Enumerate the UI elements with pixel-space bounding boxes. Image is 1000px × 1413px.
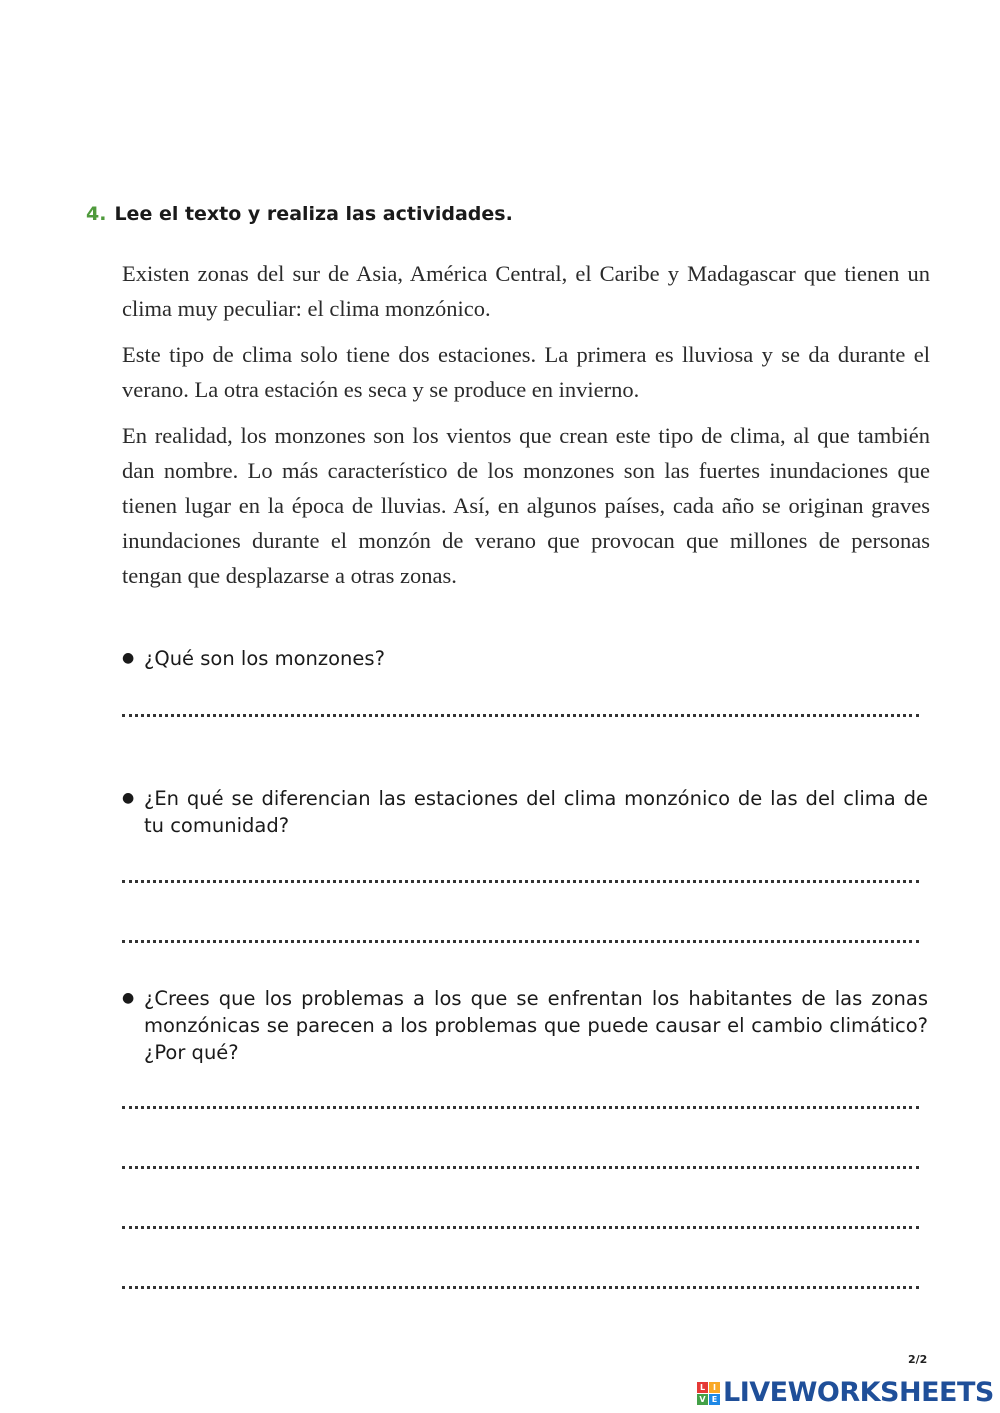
exercise-heading — [86, 203, 513, 225]
question-3 — [122, 985, 928, 1066]
question-2 — [122, 785, 928, 839]
answer-line-q3-2[interactable] — [122, 1166, 919, 1169]
logo-mark-letter: I — [709, 1382, 720, 1393]
bullet-icon: ● — [122, 990, 135, 1006]
brand-name: LIVEWORKSHEETS — [723, 1377, 994, 1408]
answer-line-q2-1[interactable] — [122, 880, 919, 883]
question-text: ¿Qué son los monzones? — [144, 647, 385, 670]
answer-line-q3-4[interactable] — [122, 1286, 919, 1289]
liveworksheets-logo[interactable] — [697, 1376, 994, 1410]
question-text: ¿En qué se diferencian las estaciones del clima monzónico de las del clima de tu comunidad? — [144, 787, 928, 837]
answer-line-q1-1[interactable] — [122, 714, 919, 717]
logo-mark-letter: V — [697, 1394, 708, 1405]
bullet-icon: ● — [122, 650, 135, 666]
liveworksheets-mark-icon — [697, 1382, 720, 1405]
reading-paragraph: En realidad, los monzones son los vientos que crean este tipo de clima, al que también dan nombre. Lo más característico de los monzones son las fuertes inundaciones que tienen lugar en la época de lluvias. Así, en algunos países, cada año se originan graves inundaciones durante el monzón de verano que provocan que millones de personas tengan que desplazarse a otras zonas. — [122, 423, 930, 588]
question-text: ¿Crees que los problemas a los que se enfrentan los habitantes de las zonas monzónicas se parecen a los problemas que puede causar el cambio climático? ¿Por qué? — [144, 987, 928, 1064]
question-1 — [122, 645, 928, 672]
exercise-number: 4. — [86, 203, 107, 225]
page-number: 2/2 — [908, 1353, 928, 1366]
reading-paragraph: Este tipo de clima solo tiene dos estaciones. La primera es lluviosa y se da durante el verano. La otra estación es seca y se produce en invierno. — [122, 342, 930, 402]
answer-line-q3-3[interactable] — [122, 1226, 919, 1229]
logo-mark-letter: E — [709, 1394, 720, 1405]
answer-line-q2-2[interactable] — [122, 940, 919, 943]
logo-mark-letter: L — [697, 1382, 708, 1393]
reading-paragraph: Existen zonas del sur de Asia, América Central, el Caribe y Madagascar que tienen un clima muy peculiar: el clima monzónico. — [122, 261, 930, 321]
exercise-instruction: Lee el texto y realiza las actividades. — [114, 203, 513, 225]
answer-line-q3-1[interactable] — [122, 1106, 919, 1109]
bullet-icon: ● — [122, 790, 135, 806]
